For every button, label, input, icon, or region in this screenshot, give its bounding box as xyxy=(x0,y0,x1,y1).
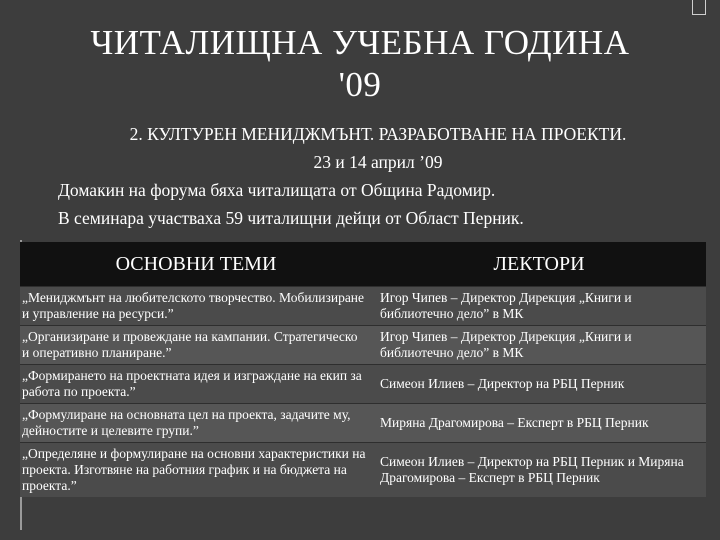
title-line-2: '09 xyxy=(338,65,382,104)
topic-cell: „Формулиране на основната цел на проекта, задачите му, дейностите и целевите групи.” xyxy=(20,404,372,443)
topic-cell: „Организиране и провеждане на кампании. Стратегическо и оперативно планиране.” xyxy=(20,326,372,365)
table-row xyxy=(20,326,706,365)
subtitle-host: Домакин на форума бяха читалищата от Община Радомир. xyxy=(58,180,496,200)
topics-table xyxy=(20,242,706,497)
lecturer-cell: Симеон Илиев – Директор на РБЦ Перник xyxy=(372,365,706,404)
table-header-row xyxy=(20,242,706,287)
lecturer-cell: Игор Чипев – Директор Дирекция „Книги и библиотечно дело” в МК xyxy=(372,287,706,326)
subtitle-dates: 23 и 14 април ’09 xyxy=(313,152,443,172)
subtitle-heading: 2. КУЛТУРЕН МЕНИДЖМЪНТ. РАЗРАБОТВАНЕ НА ПРОЕКТИ. xyxy=(129,124,627,144)
table-row xyxy=(20,443,706,498)
topic-cell: „Формирането на проектната идея и изграждане на екип за работа по проекта.” xyxy=(20,365,372,404)
table-row xyxy=(20,287,706,326)
title-line-1: ЧИТАЛИЩНА УЧЕБНА ГОДИНА xyxy=(90,23,630,62)
topic-cell: „Мениджмънт на любителското творчество. Мобилизиране и управление на ресурси.” xyxy=(20,287,372,326)
subtitle-participants: В семинара участваха 59 читалищни дейци от Област Перник. xyxy=(58,208,524,228)
slide-subtitle xyxy=(58,120,698,232)
lecturer-cell: Миряна Драгомирова – Експерт в РБЦ Перник xyxy=(372,404,706,443)
slide-title xyxy=(0,22,720,106)
header-topics: ОСНОВНИ ТЕМИ xyxy=(20,242,372,287)
header-lecturers: ЛЕКТОРИ xyxy=(372,242,706,287)
corner-decoration xyxy=(692,0,706,15)
table-row xyxy=(20,404,706,443)
topic-cell: „Определяне и формулиране на основни характеристики на проекта. Изготвяне на работния график и на бюджета на проекта.” xyxy=(20,443,372,498)
table-row xyxy=(20,365,706,404)
lecturer-cell: Игор Чипев – Директор Дирекция „Книги и библиотечно дело” в МК xyxy=(372,326,706,365)
lecturer-cell: Симеон Илиев – Директор на РБЦ Перник и Миряна Драгомирова – Експерт в РБЦ Перник xyxy=(372,443,706,498)
